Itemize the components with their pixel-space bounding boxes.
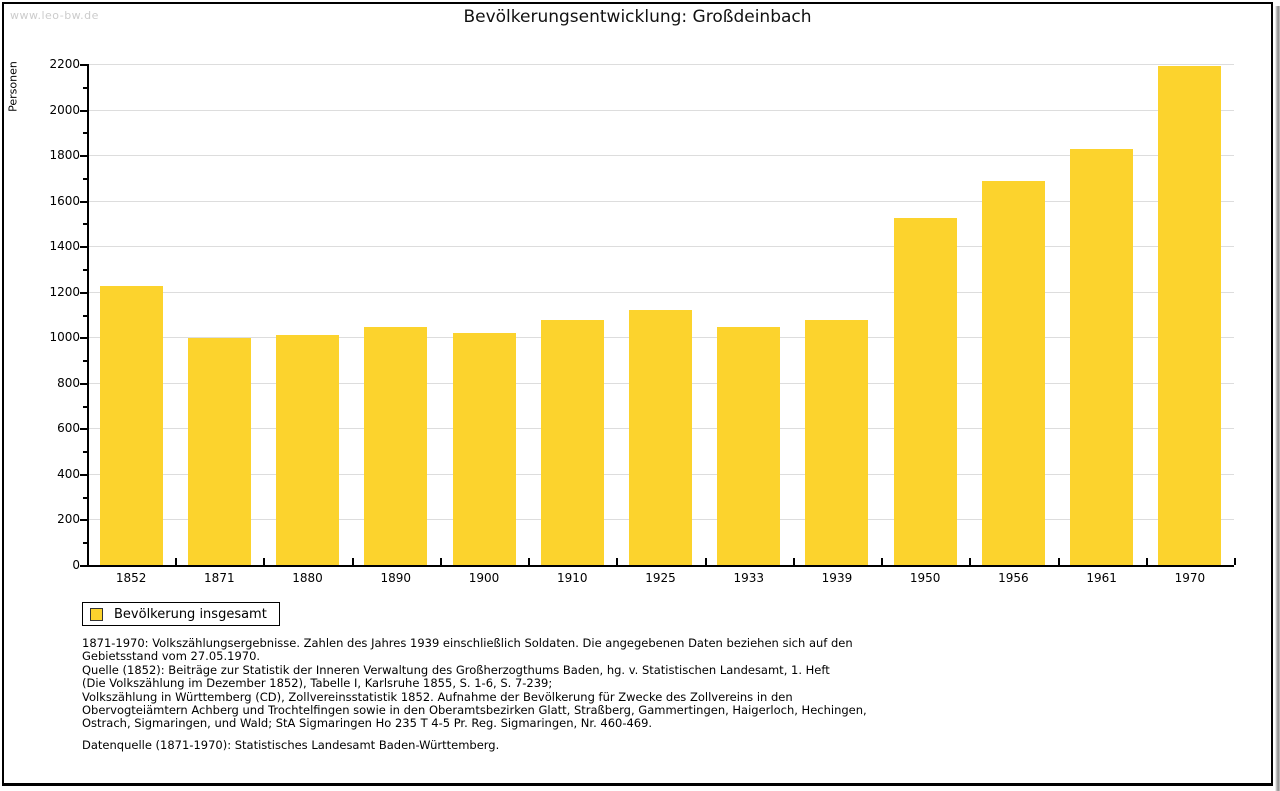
y-major-tick <box>80 474 87 476</box>
x-tick-label: 1910 <box>556 571 588 585</box>
datasource-note: Datenquelle (1871-1970): Statistisches Landesamt Baden-Württemberg. <box>82 738 500 752</box>
x-tick-label: 1852 <box>115 571 147 585</box>
bar <box>276 335 339 565</box>
y-minor-tick <box>83 497 87 499</box>
x-boundary-tick <box>263 558 265 565</box>
x-tick-label: 1871 <box>204 571 235 585</box>
x-tick-label: 1970 <box>1174 571 1206 585</box>
y-minor-tick <box>83 542 87 544</box>
y-minor-tick <box>83 269 87 271</box>
y-tick-label: 400 <box>57 466 80 481</box>
x-axis-line <box>87 565 1234 567</box>
x-boundary-tick <box>1234 558 1236 565</box>
x-boundary-tick <box>793 558 795 565</box>
legend-swatch-icon <box>90 608 103 621</box>
bar <box>805 320 868 565</box>
bar <box>717 327 780 565</box>
y-tick-label: 1200 <box>49 284 80 299</box>
y-major-tick <box>80 428 87 430</box>
bar <box>453 333 516 565</box>
bar <box>100 286 163 565</box>
footnote-line: Gebietsstand vom 27.05.1970. <box>82 649 261 664</box>
footnote-line: (Die Volkszählung im Dezember 1852), Tabelle I, Karlsruhe 1855, S. 1-6, S. 7-239; <box>82 676 553 691</box>
x-tick-label: 1890 <box>380 571 412 585</box>
y-minor-tick <box>83 451 87 453</box>
footnote-line: Obervogteiämtern Achberg und Trochtelfingen sowie in den Oberamtsbezirken Glatt, Straßberg, Gammertingen, Haigerloch, Hechingen, <box>82 703 867 718</box>
x-boundary-tick <box>87 558 89 565</box>
legend <box>82 602 280 626</box>
x-tick-label: 1925 <box>645 571 676 585</box>
footnote-line: Ostrach, Sigmaringen, und Wald; StA Sigmaringen Ho 235 T 4-5 Pr. Reg. Sigmaringen, Nr. 460-469. <box>82 716 653 731</box>
y-minor-tick <box>83 178 87 180</box>
gridline <box>87 110 1234 111</box>
y-major-tick <box>80 337 87 339</box>
y-tick-label: 1600 <box>49 193 80 208</box>
bar <box>629 310 692 565</box>
y-tick-label: 2000 <box>49 102 80 117</box>
y-major-tick <box>80 110 87 112</box>
y-tick-label: 1000 <box>49 330 80 345</box>
footnote-line: Quelle (1852): Beiträge zur Statistik der Inneren Verwaltung des Großherzogthums Baden, hg. v. Statistischen Landesamt, 1. Heft <box>82 662 830 677</box>
y-major-tick <box>80 64 87 66</box>
x-tick-label: 1950 <box>909 571 941 585</box>
y-major-tick <box>80 246 87 248</box>
gridline <box>87 246 1234 247</box>
y-minor-tick <box>83 406 87 408</box>
y-minor-tick <box>83 132 87 134</box>
x-boundary-tick <box>1058 558 1060 565</box>
x-boundary-tick <box>1146 558 1148 565</box>
footnote-line: Volkszählung in Württemberg (CD), Zollvereinsstatistik 1852. Aufnahme der Bevölkerung für Zwecke des Zollvereins in den <box>82 689 793 704</box>
y-major-tick <box>80 565 87 567</box>
x-boundary-tick <box>881 558 883 565</box>
bar <box>364 327 427 565</box>
window-right-shadow <box>1275 6 1280 791</box>
x-boundary-tick <box>705 558 707 565</box>
x-boundary-tick <box>616 558 618 565</box>
legend-label: Bevölkerung insgesamt <box>114 606 267 622</box>
gridline <box>87 292 1234 293</box>
x-tick-label: 1933 <box>733 571 764 585</box>
y-tick-label: 2200 <box>49 57 80 71</box>
y-major-tick <box>80 201 87 203</box>
y-tick-label: 1800 <box>49 148 80 163</box>
chart-page <box>2 2 1273 786</box>
gridline <box>87 64 1234 65</box>
x-boundary-tick <box>440 558 442 565</box>
bar <box>188 338 251 565</box>
gridline <box>87 201 1234 202</box>
y-minor-tick <box>83 360 87 362</box>
x-tick-label: 1956 <box>998 571 1029 585</box>
x-boundary-tick <box>352 558 354 565</box>
bar <box>982 181 1045 565</box>
x-tick-label: 1939 <box>821 571 853 585</box>
gridline <box>87 155 1234 156</box>
watermark: www.leo-bw.de <box>10 9 99 22</box>
bar <box>1070 149 1133 565</box>
y-tick-label: 1400 <box>49 239 80 254</box>
footnote-line: 1871-1970: Volkszählungsergebnisse. Zahlen des Jahres 1939 einschließlich Soldaten. Die angegebenen Daten beziehen sich auf den <box>82 636 853 650</box>
x-boundary-tick <box>969 558 971 565</box>
y-major-tick <box>80 383 87 385</box>
x-boundary-tick <box>528 558 530 565</box>
y-minor-tick <box>83 223 87 225</box>
x-tick-label: 1900 <box>468 571 500 585</box>
y-minor-tick <box>83 87 87 89</box>
y-major-tick <box>80 292 87 294</box>
y-tick-label: 800 <box>57 375 80 390</box>
y-major-tick <box>80 155 87 157</box>
x-tick-label: 1961 <box>1086 571 1117 585</box>
bar <box>1158 66 1221 565</box>
y-axis-line <box>87 64 89 567</box>
footnotes <box>82 637 942 731</box>
y-tick-label: 200 <box>57 512 80 527</box>
x-boundary-tick <box>175 558 177 565</box>
y-minor-tick <box>83 315 87 317</box>
chart-title: Bevölkerungsentwicklung: Großdeinbach <box>463 7 812 27</box>
y-major-tick <box>80 519 87 521</box>
bar <box>894 218 957 565</box>
y-tick-label: 0 <box>72 558 80 572</box>
y-tick-label: 600 <box>57 421 80 436</box>
y-axis-title: Personen <box>6 61 20 112</box>
bar <box>541 320 604 565</box>
x-tick-label: 1880 <box>292 571 323 585</box>
